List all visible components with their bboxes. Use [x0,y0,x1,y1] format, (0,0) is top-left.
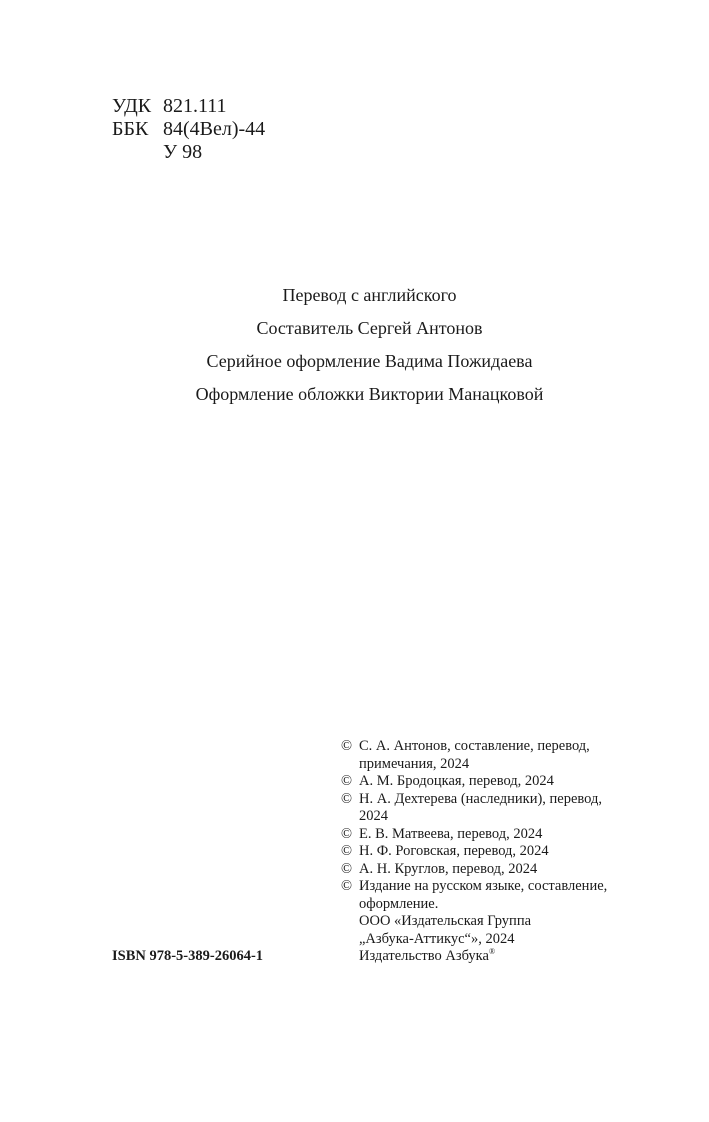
cover-design-credit: Оформление обложки Виктории Манацковой [195,384,544,404]
copyright-text: Н. Ф. Роговская, перевод, 2024 [359,843,549,859]
copyright-item [341,826,641,844]
copyright-item [341,738,641,773]
classification-block [112,95,265,164]
copyright-text: Е. В. Матвеева, перевод, 2024 [359,825,543,842]
copyright-item [341,791,641,826]
udk-value: 821.111 [163,95,227,117]
copyright-icon: © [341,860,353,877]
series-design-credit: Серийное оформление Вадима Пожидаева [206,351,533,371]
copyright-item [341,878,641,966]
credits-block [0,282,709,414]
bbk-value: 84(4Вел)-44 [163,118,266,140]
publisher-line: Издательство Азбука® [359,947,496,964]
copyright-text: Н. А. Дехтерева (наследники), перевод, 2024 [359,790,603,824]
copyright-icon: © [341,738,353,754]
udk-row [112,95,265,118]
isbn: ISBN 978-5-389-26064-1 [112,948,264,964]
copyright-icon: © [341,790,353,807]
copyright-text: Издание на русском языке, составление, оформление. ООО «Издательская Группа „Азбука-Аттикус“», 2024 Издательство Азбука® [359,878,641,966]
translation-credit: Перевод с английского [282,285,457,305]
copyright-icon: © [341,843,353,859]
udk-label: УДК [112,95,152,117]
author-mark-row [112,141,265,164]
bbk-label: ББК [112,118,149,140]
bbk-row [112,118,265,141]
copyright-item [341,773,641,791]
copyright-block [341,738,641,966]
copyright-text: А. М. Бродоцкая, перевод, 2024 [359,773,554,789]
copyright-text: А. Н. Круглов, перевод, 2024 [359,860,538,877]
copyright-item [341,843,641,861]
registered-mark-icon: ® [488,947,496,957]
copyright-icon: © [341,878,353,894]
copyright-text: С. А. Антонов, составление, перевод, примечания, 2024 [359,738,590,772]
copyright-item [341,861,641,879]
author-mark: У 98 [163,141,203,163]
copyright-icon: © [341,825,353,842]
copyright-icon: © [341,773,353,789]
compiler-credit: Составитель Сергей Антонов [256,318,483,338]
